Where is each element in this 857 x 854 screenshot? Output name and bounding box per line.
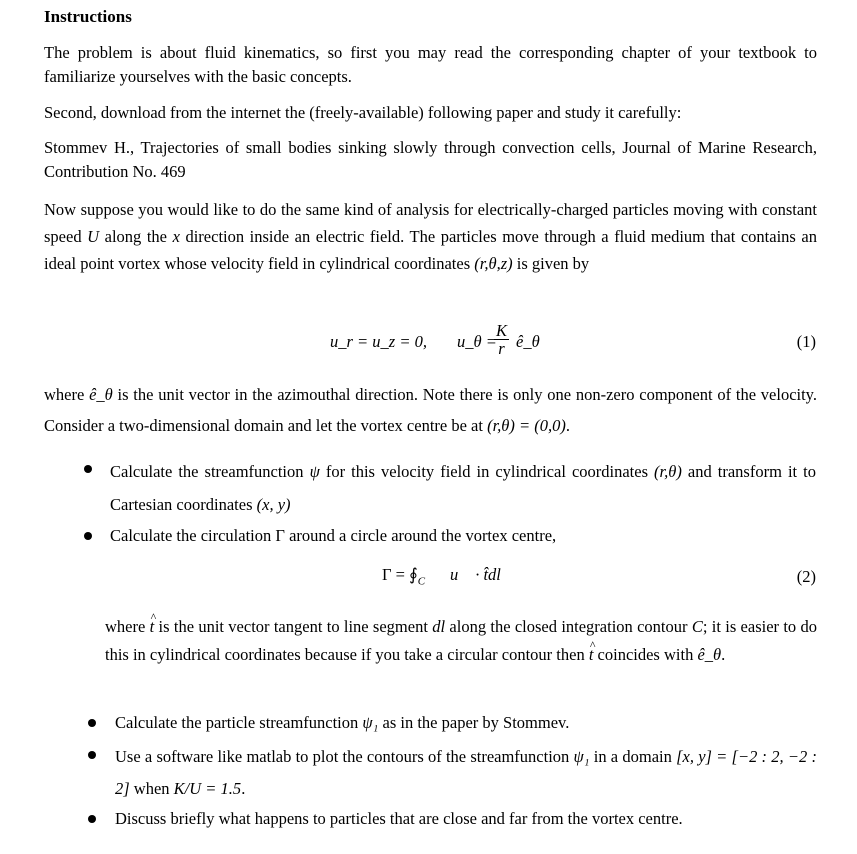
equation-1-lhs: u_r = u_z = 0, bbox=[330, 332, 427, 351]
equation-1-fraction bbox=[494, 322, 509, 357]
equation-2 bbox=[0, 557, 857, 601]
paragraph-intro: The problem is about fluid kinematics, so first you may read the corresponding chapter of your textbook to familiarize yourselves with the basic concepts. bbox=[44, 43, 817, 86]
equation-1-unit-vector: ê_θ bbox=[516, 332, 540, 351]
fraction-denominator: r bbox=[498, 339, 505, 358]
bullet-dot bbox=[88, 719, 96, 727]
bullet-dot bbox=[88, 751, 96, 759]
equation-2-lhs: $\Gamma = ∮_C$ bbox=[382, 565, 426, 588]
section-heading: Instructions bbox=[44, 7, 132, 26]
bullet-particle-streamfunction: Calculate the particle streamfunction ψ₁ as in the paper by Stommev. bbox=[115, 713, 570, 732]
paragraph-download: Second, download from the internet the (freely-available) following paper and study it carefully: bbox=[44, 103, 682, 122]
paragraph-vortex-centre: where ê_θ is the unit vector in the azimouthal direction. Note there is only one non-zero component of the velocity. Consider a two-dimensional domain and let the vortex centre be at (r,θ) = (0,0). bbox=[44, 385, 817, 435]
reference-citation: Stommev H., Trajectories of small bodies sinking slowly through convection cells, Journal of Marine Research, Contribution No. 469 bbox=[44, 138, 817, 181]
bullet-dot bbox=[84, 465, 92, 473]
bullet-circulation: Calculate the circulation Γ around a circle around the vortex centre, bbox=[110, 526, 557, 545]
bullet-dot bbox=[84, 532, 92, 540]
bullet-dot bbox=[88, 815, 96, 823]
bullet-matlab-plot: Use a software like matlab to plot the contours of the streamfunction ψ₁ in a domain [x, y] = [−2 : 2, −2 : 2] when K/U = 1.5. bbox=[115, 747, 817, 798]
bullet-streamfunction: Calculate the streamfunction ψ for this velocity field in cylindrical coordinates (r,θ) and transform it to Cartesian coordinates (x, y) bbox=[110, 462, 816, 514]
equation-1-number: (1) bbox=[796, 332, 816, 351]
equation-1 bbox=[0, 322, 857, 366]
equation-1-rhs-left: u_θ = bbox=[457, 332, 497, 351]
fraction-numerator: K bbox=[496, 321, 508, 340]
equation-2-rhs: u⃗ · t̂dl bbox=[450, 565, 501, 584]
equation-2-number: (2) bbox=[796, 567, 816, 586]
paragraph-problem: Now suppose you would like to do the same kind of analysis for electrically-charged particles moving with constant speed U along the x direction inside an electric field. The particles move through a fluid medium that contains an ideal point vortex whose velocity field in cylindrical coordinates (r,θ,z) is given by bbox=[44, 200, 817, 273]
bullet-discussion: Discuss briefly what happens to particles that are close and far from the vortex centre. bbox=[115, 809, 683, 828]
paragraph-tangent: where ^ t is the unit vector tangent to line segment dl along the closed integration contour C; it is easier to do this in cylindrical coordinates because if you take a circular contour then ^ t coincides with ê_θ. bbox=[105, 613, 817, 669]
